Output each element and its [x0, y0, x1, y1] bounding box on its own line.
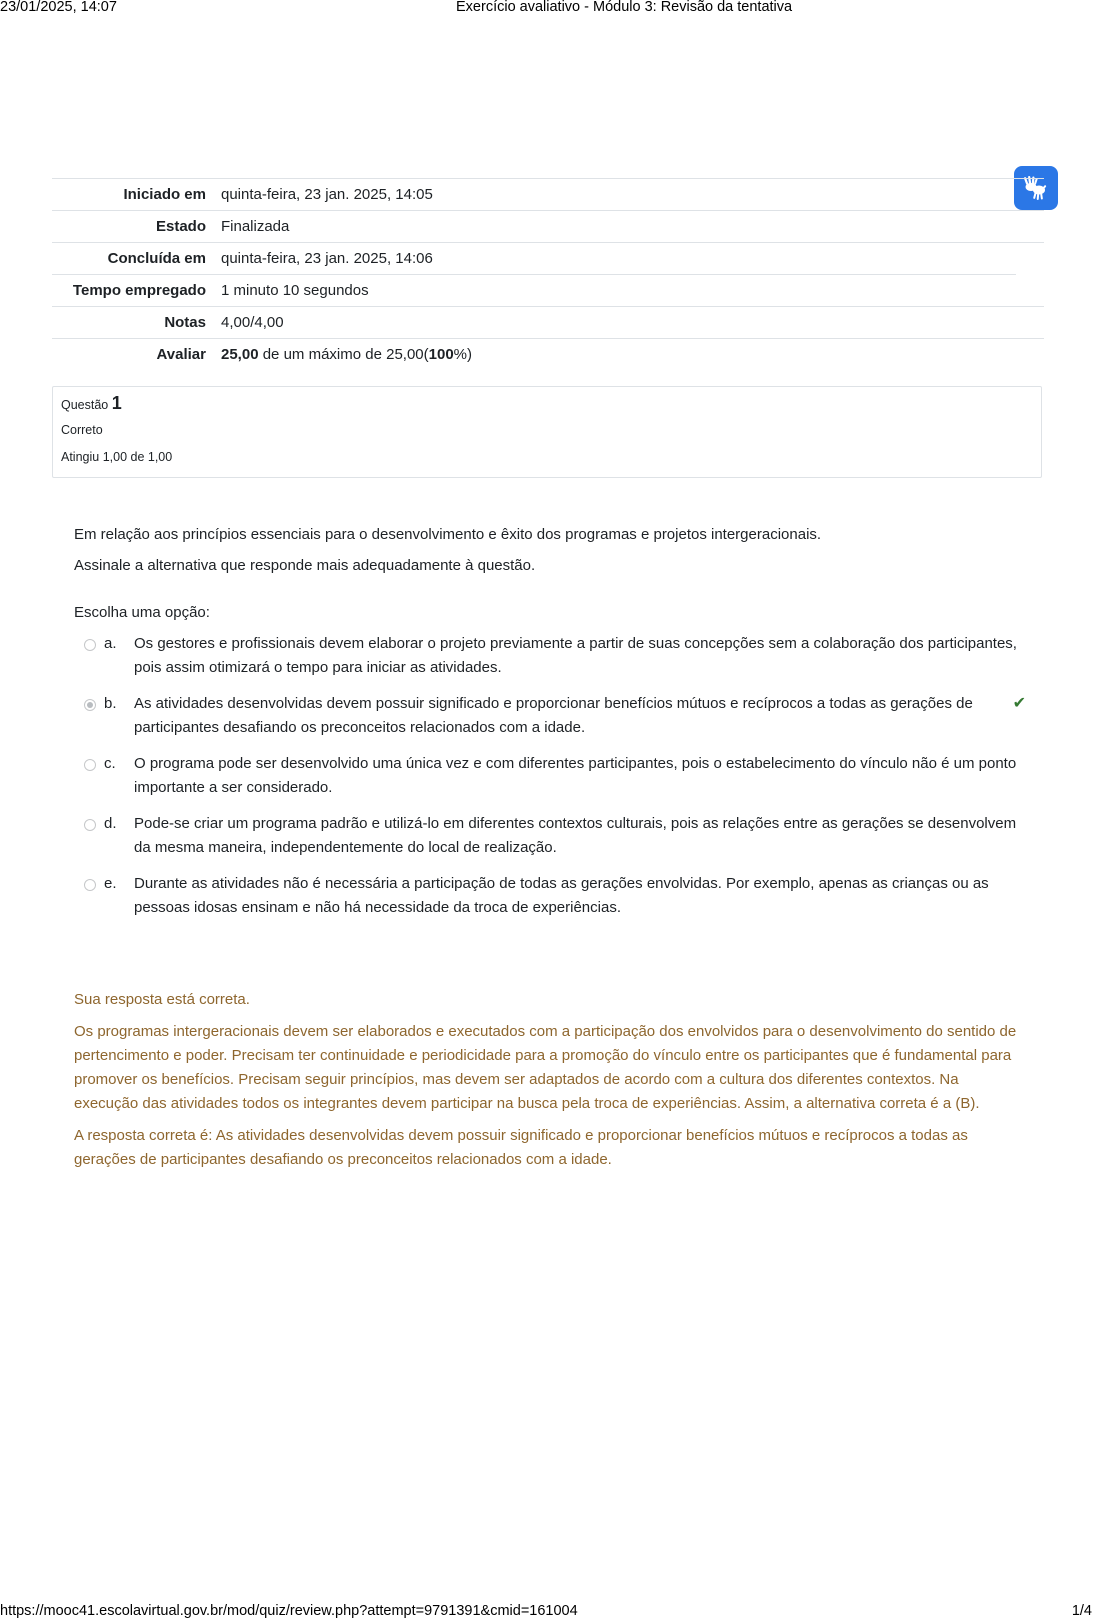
feedback-general: Os programas intergeracionais devem ser elaborados e executados com a participação dos envolvidos para o desenvolvimento do sentido de pertencimento e poder. Precisam ter continuidade e periodicidade para a promoção do vínculo entre os participantes que é fundamental para promover os benefícios. Precisam seguir princípios, mas devem ser adaptados de acordo com a cultura dos diferentes contextos. Na execução das atividades todos os integrantes devem participar na busca pela troca de experiências. Assim, a alternativa correta é a (B).: [74, 1023, 1017, 1112]
feedback-block: [74, 988, 1026, 1180]
grade-score: 25,00: [221, 346, 259, 363]
print-page-title: Exercício avaliativo - Módulo 3: Revisão da tentativa: [456, 0, 793, 15]
radio-button[interactable]: [84, 819, 96, 831]
answer-option-b[interactable]: [80, 692, 1030, 740]
summary-label: Notas: [164, 314, 206, 331]
radio-button[interactable]: [84, 759, 96, 771]
radio-button[interactable]: [84, 879, 96, 891]
answer-option-a[interactable]: [80, 632, 1030, 680]
summary-value: 25,00 de um máximo de 25,00(100%): [221, 346, 473, 363]
summary-label: Tempo empregado: [72, 282, 206, 299]
summary-row-grade: [52, 338, 1044, 370]
answer-letter: b.: [104, 695, 117, 712]
question-state: Correto: [61, 423, 103, 437]
answer-letter: c.: [104, 755, 116, 772]
feedback-right-answer: A resposta correta é: As atividades desenvolvidas devem possuir significado e proporcionar benefícios mútuos e recíprocos a todas as gerações de participantes desafiando os preconceitos relacionados com a idade.: [74, 1127, 968, 1168]
answer-letter: d.: [104, 815, 117, 832]
attempt-summary-table: [52, 178, 1044, 370]
summary-value: 4,00/4,00: [221, 314, 284, 331]
summary-label: Concluída em: [107, 250, 206, 267]
summary-label: Iniciado em: [123, 186, 206, 203]
summary-row-state: [52, 210, 1044, 242]
answer-list: [80, 632, 1030, 932]
question-text: [74, 524, 821, 586]
summary-value: quinta-feira, 23 jan. 2025, 14:05: [221, 186, 433, 203]
print-url: https://mooc41.escolavirtual.gov.br/mod/quiz/review.php?attempt=9791391&cmid=161004: [0, 1603, 578, 1619]
answer-text: Durante as atividades não é necessária a participação de todas as gerações envolvidas. Por exemplo, apenas as crianças ou as pessoas idosas ensinam e não há necessidade da troca de experiências.: [134, 875, 989, 916]
question-grade: Atingiu 1,00 de 1,00: [61, 450, 173, 464]
correct-check-icon: ✔: [1012, 695, 1026, 712]
print-page-number: 1/4: [1071, 1603, 1092, 1619]
answer-text: As atividades desenvolvidas devem possuir significado e proporcionar benefícios mútuos e recíprocos a todas as gerações de participantes desafiando os preconceitos relacionados com a idade.: [134, 695, 973, 736]
summary-value: Finalizada: [221, 218, 290, 235]
answer-text: O programa pode ser desenvolvido uma única vez e com diferentes participantes, pois o estabelecimento do vínculo não é um ponto importante a ser considerado.: [134, 755, 1017, 796]
choose-option-prompt: Escolha uma opção:: [74, 604, 210, 621]
answer-option-c[interactable]: [80, 752, 1030, 800]
grade-percent: 100: [428, 346, 454, 363]
answer-text: Pode-se criar um programa padrão e utilizá-lo em diferentes contextos culturais, pois as relações entre as gerações se desenvolvem da mesma maneira, independentemente do local de realização.: [134, 815, 1017, 856]
answer-option-e[interactable]: [80, 872, 1030, 920]
question-number: Questão 1: [61, 393, 122, 413]
summary-row-time-taken: [52, 274, 1016, 306]
summary-row-completed: [52, 242, 1044, 274]
print-footer: [0, 1603, 1094, 1623]
answer-letter: a.: [104, 635, 117, 652]
print-header: [0, 0, 1094, 18]
summary-value: quinta-feira, 23 jan. 2025, 14:06: [221, 250, 433, 267]
question-info-box: [52, 386, 1042, 478]
summary-label: Avaliar: [156, 346, 206, 363]
summary-row-marks: [52, 306, 1044, 338]
radio-button-selected[interactable]: [84, 699, 96, 711]
answer-text: Os gestores e profissionais devem elaborar o projeto previamente a partir de suas concepções sem a colaboração dos participantes, pois assim otimizará o tempo para iniciar as atividades.: [134, 635, 1017, 676]
print-datetime: 23/01/2025, 14:07: [0, 0, 117, 15]
question-text-line: Em relação aos princípios essenciais para o desenvolvimento e êxito dos programas e projetos intergeracionais.: [74, 526, 822, 543]
summary-value: 1 minuto 10 segundos: [221, 282, 369, 299]
radio-button[interactable]: [84, 639, 96, 651]
summary-label: Estado: [155, 218, 206, 235]
answer-letter: e.: [104, 875, 117, 892]
question-text-line: Assinale a alternativa que responde mais adequadamente à questão.: [74, 557, 536, 574]
feedback-status: Sua resposta está correta.: [74, 991, 250, 1008]
summary-row-started: [52, 178, 1044, 210]
answer-option-d[interactable]: [80, 812, 1030, 860]
